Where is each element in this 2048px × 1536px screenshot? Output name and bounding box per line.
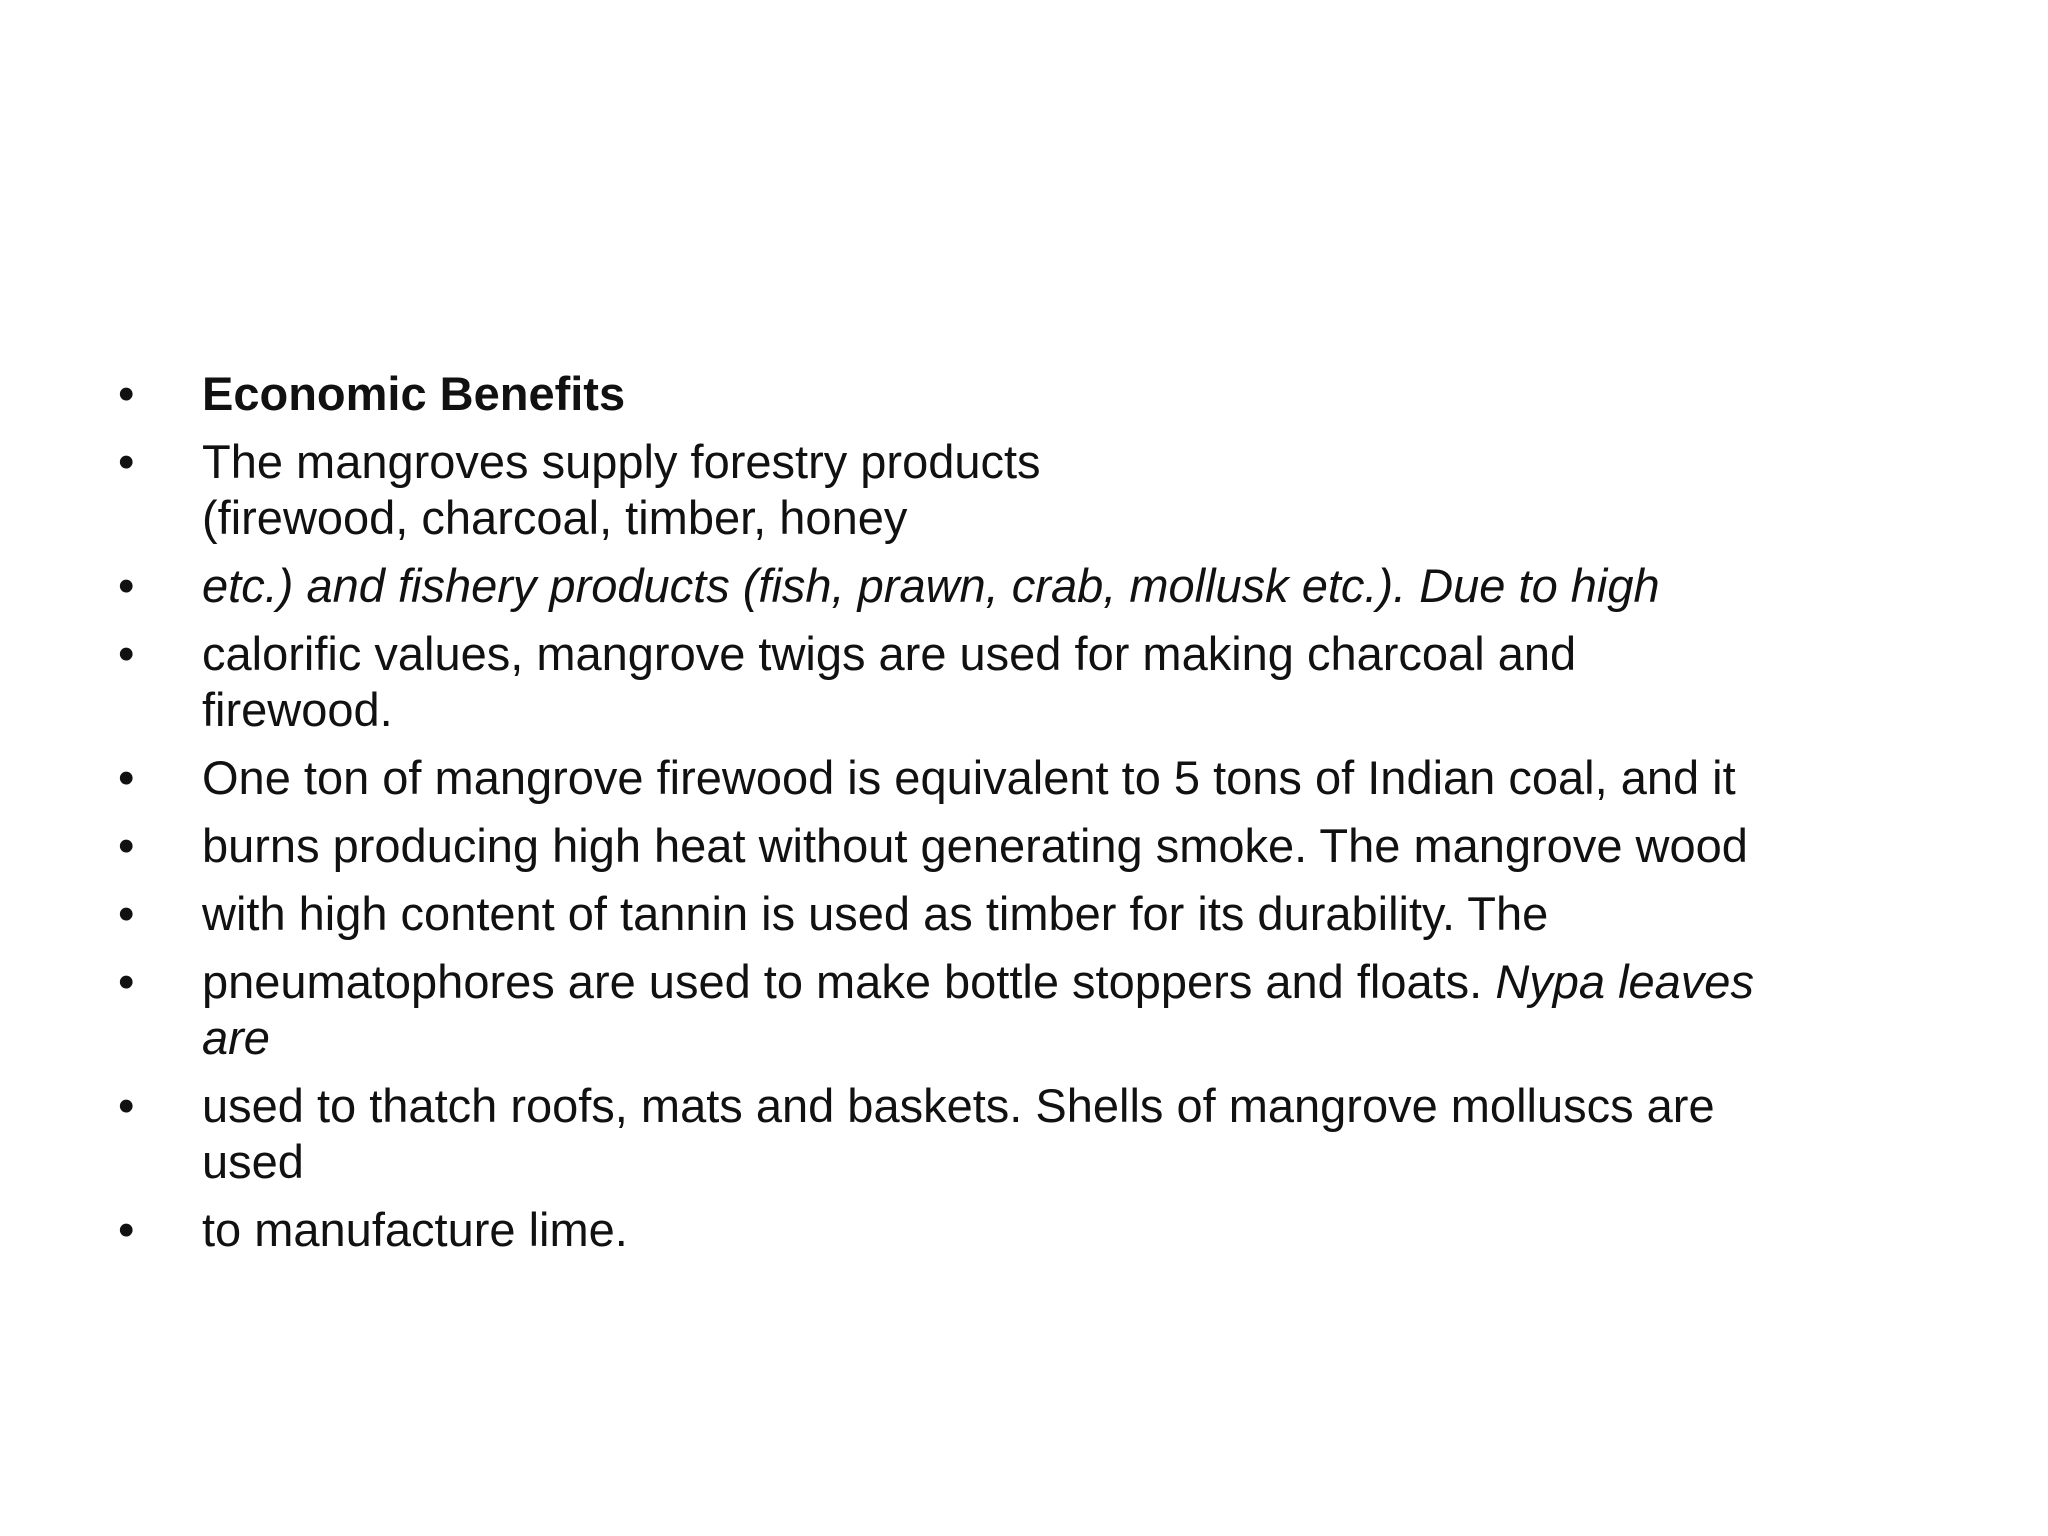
bullet-item-economic-benefits	[118, 366, 1958, 422]
bullet-dot: •	[118, 887, 135, 940]
bullet-text-segment-italic: Nypa leaves	[1495, 955, 1754, 1008]
bullet-dot: •	[118, 435, 135, 488]
bullet-text	[202, 818, 1958, 874]
bullet-dot: •	[118, 627, 135, 680]
bullet-dot: •	[118, 559, 135, 612]
bullet-line: to manufacture lime.	[202, 1203, 628, 1256]
bullet-dot: •	[118, 819, 135, 872]
bullet-text	[202, 750, 1958, 806]
bullet-list	[118, 366, 1958, 1270]
bullet-line: calorific values, mangrove twigs are used for making charcoal and	[202, 627, 1577, 680]
heading-economic-benefits: Economic Benefits	[202, 367, 626, 420]
bullet-dot: •	[118, 367, 135, 420]
bullet-text	[202, 954, 1958, 1066]
bullet-line	[202, 954, 1958, 1010]
bullet-item-fishery-products	[118, 558, 1958, 614]
bullet-dot: •	[118, 955, 135, 1008]
bullet-text	[202, 1078, 1958, 1190]
bullet-line: with high content of tannin is used as timber for its durability. The	[202, 887, 1549, 940]
bullet-line: firewood.	[202, 683, 393, 736]
bullet-line: burns producing high heat without generating smoke. The mangrove wood	[202, 819, 1748, 872]
bullet-line: are	[202, 1011, 270, 1064]
bullet-line: used to thatch roofs, mats and baskets. Shells of mangrove molluscs are	[202, 1079, 1715, 1132]
bullet-item-firewood-equivalence	[118, 750, 1958, 806]
bullet-line: The mangroves supply forestry products	[202, 435, 1041, 488]
bullet-item-tannin-timber	[118, 886, 1958, 942]
bullet-dot: •	[118, 1079, 135, 1132]
bullet-text	[202, 886, 1958, 942]
bullet-item-pneumatophores	[118, 954, 1958, 1066]
bullet-line: used	[202, 1135, 304, 1188]
bullet-text	[202, 558, 1958, 614]
bullet-dot: •	[118, 1203, 135, 1256]
bullet-text	[202, 366, 1958, 422]
bullet-item-thatch-roofs	[118, 1078, 1958, 1190]
bullet-line: (firewood, charcoal, timber, honey	[202, 491, 908, 544]
bullet-line: etc.) and fishery products (fish, prawn, crab, mollusk etc.). Due to high	[202, 559, 1660, 612]
bullet-item-burns-heat	[118, 818, 1958, 874]
bullet-item-manufacture-lime	[118, 1202, 1958, 1258]
bullet-line: One ton of mangrove firewood is equivalent to 5 tons of Indian coal, and it	[202, 751, 1736, 804]
bullet-text	[202, 626, 1958, 738]
bullet-item-calorific-values	[118, 626, 1958, 738]
bullet-text	[202, 434, 1958, 546]
bullet-text	[202, 1202, 1958, 1258]
bullet-item-forestry-products	[118, 434, 1958, 546]
bullet-text-segment: pneumatophores are used to make bottle stoppers and floats.	[202, 955, 1483, 1008]
bullet-dot: •	[118, 751, 135, 804]
